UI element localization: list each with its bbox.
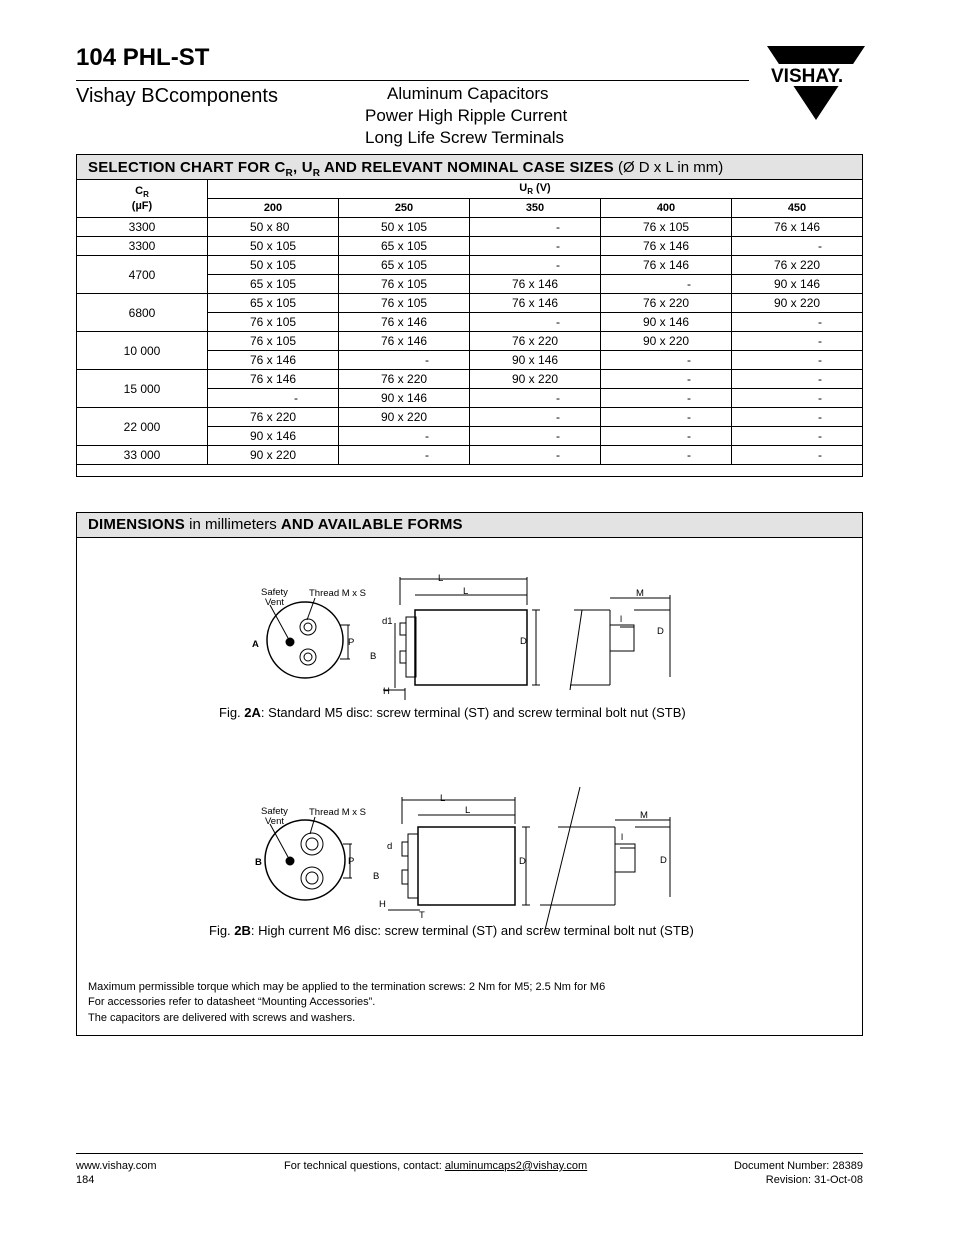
case-size-cell: 76 x 146	[470, 294, 601, 313]
capacitance-cell: 33 000	[77, 446, 208, 465]
case-size-cell: 76 x 220	[732, 256, 863, 275]
case-size-cell: 90 x 220	[732, 294, 863, 313]
case-size-cell: -	[732, 370, 863, 389]
svg-text:d1: d1	[382, 616, 393, 627]
case-size-cell: -	[470, 218, 601, 237]
case-size-cell: 90 x 146	[732, 275, 863, 294]
capacitance-cell: 15 000	[77, 370, 208, 408]
page-title: 104 PHL-ST	[76, 44, 210, 71]
case-size-cell: 50 x 80	[208, 218, 339, 237]
case-size-cell: 76 x 105	[208, 332, 339, 351]
svg-text:Safety: Safety	[261, 587, 288, 598]
capacitance-cell: 6800	[77, 294, 208, 332]
case-size-cell: -	[339, 427, 470, 446]
svg-text:L: L	[438, 573, 444, 584]
note-accessories: For accessories refer to datasheet “Mounting Accessories”.	[88, 996, 376, 1008]
selection-chart-heading: SELECTION CHART FOR $C_R$, $U_R$ AND RELEVANT NOMINAL CASE SIZES (Ø D x L in mm)	[77, 155, 862, 180]
case-size-cell: 76 x 105	[339, 275, 470, 294]
svg-text:L: L	[440, 793, 446, 804]
case-size-cell: -	[470, 256, 601, 275]
logo-text: VISHAY.	[771, 66, 844, 87]
case-size-cell: 76 x 220	[208, 408, 339, 427]
svg-text:l: l	[620, 614, 623, 625]
case-size-cell: -	[732, 237, 863, 256]
case-size-cell: 90 x 146	[470, 351, 601, 370]
case-size-cell: -	[470, 389, 601, 408]
case-size-cell: 76 x 146	[601, 256, 732, 275]
cr-header: $C_R$ (µF)	[77, 180, 208, 218]
case-size-cell: 76 x 105	[339, 294, 470, 313]
svg-text:H: H	[383, 686, 390, 697]
note-torque: Maximum permissible torque which may be applied to the termination screws: 2 Nm for M5; 2.5 Nm for M6	[88, 981, 606, 993]
figure-2a-caption: Fig. 2A: Standard M5 disc: screw terminal (ST) and screw terminal bolt nut (STB)	[219, 705, 686, 720]
case-size-cell: 76 x 220	[339, 370, 470, 389]
selection-table	[76, 179, 863, 465]
case-size-cell: 65 x 105	[208, 294, 339, 313]
svg-text:D: D	[657, 626, 664, 637]
case-size-cell: 65 x 105	[208, 275, 339, 294]
case-size-cell: -	[601, 275, 732, 294]
table-row	[77, 332, 863, 351]
table-row	[77, 294, 863, 313]
case-size-cell: 76 x 146	[339, 332, 470, 351]
case-size-cell: 76 x 146	[339, 313, 470, 332]
table-row	[77, 446, 863, 465]
case-size-cell: -	[339, 351, 470, 370]
figure-2b-caption: Fig. 2B: High current M6 disc: screw terminal (ST) and screw terminal bolt nut (STB)	[209, 923, 694, 938]
svg-text:d: d	[387, 841, 393, 852]
case-size-cell: 76 x 105	[208, 313, 339, 332]
revision: Revision: 31-Oct-08	[765, 1174, 863, 1186]
case-size-cell: 65 x 105	[339, 256, 470, 275]
case-size-cell: 76 x 146	[470, 275, 601, 294]
table-row	[77, 408, 863, 427]
capacitance-cell: 22 000	[77, 408, 208, 446]
ur-header: $U_R$ (V)	[208, 180, 863, 199]
case-size-cell: -	[470, 313, 601, 332]
case-size-cell: 76 x 146	[601, 237, 732, 256]
case-size-cell: 76 x 105	[601, 218, 732, 237]
case-size-cell: 90 x 146	[601, 313, 732, 332]
vishay-logo	[767, 46, 865, 122]
case-size-cell: -	[732, 313, 863, 332]
case-size-cell: -	[470, 427, 601, 446]
product-line-2: Power High Ripple Current	[365, 106, 568, 125]
svg-text:Vent: Vent	[265, 597, 285, 608]
case-size-cell: -	[732, 408, 863, 427]
case-size-cell: 76 x 220	[601, 294, 732, 313]
case-size-cell: -	[732, 332, 863, 351]
case-size-cell: -	[601, 351, 732, 370]
svg-text:H: H	[379, 899, 386, 910]
svg-text:D: D	[520, 636, 527, 647]
case-size-cell: -	[732, 351, 863, 370]
svg-text:B: B	[370, 651, 377, 662]
case-size-cell: -	[601, 427, 732, 446]
footer-website[interactable]: www.vishay.com	[76, 1160, 157, 1172]
svg-text:Thread M x S: Thread M x S	[309, 807, 367, 818]
svg-text:B: B	[373, 871, 380, 882]
case-size-cell: 65 x 105	[339, 237, 470, 256]
table-row	[77, 256, 863, 275]
case-size-cell: 76 x 146	[208, 370, 339, 389]
case-size-cell: 50 x 105	[208, 256, 339, 275]
case-size-cell: 76 x 146	[208, 351, 339, 370]
footer-divider	[76, 1153, 863, 1154]
contact-email-link[interactable]: aluminumcaps2@vishay.com	[444, 1160, 588, 1172]
case-size-cell: -	[470, 237, 601, 256]
case-size-cell: 90 x 146	[208, 427, 339, 446]
case-size-cell: -	[601, 408, 732, 427]
page-number: 184	[76, 1174, 95, 1186]
svg-text:Vent: Vent	[265, 816, 285, 827]
product-line-3: Long Life Screw Terminals	[365, 128, 565, 147]
case-size-cell: -	[601, 446, 732, 465]
case-size-cell: 50 x 105	[208, 237, 339, 256]
case-size-cell: 76 x 146	[732, 218, 863, 237]
capacitance-cell: 10 000	[77, 332, 208, 370]
voltage-header: 200	[208, 199, 339, 218]
table-row	[77, 237, 863, 256]
title-divider	[76, 80, 749, 81]
svg-text:D: D	[519, 856, 526, 867]
case-size-cell: -	[732, 446, 863, 465]
svg-text:L: L	[463, 586, 469, 597]
svg-text:M: M	[636, 588, 644, 599]
case-size-cell: 90 x 220	[601, 332, 732, 351]
case-size-cell: -	[732, 427, 863, 446]
svg-text:T: T	[419, 910, 425, 921]
case-size-cell: 50 x 105	[339, 218, 470, 237]
svg-text:L: L	[465, 805, 471, 816]
svg-text:A: A	[252, 639, 259, 650]
case-size-cell: -	[601, 370, 732, 389]
voltage-header: 450	[732, 199, 863, 218]
svg-text:D: D	[660, 855, 667, 866]
figure-2b-drawing	[240, 782, 720, 932]
capacitance-cell: 3300	[77, 237, 208, 256]
case-size-cell: 90 x 220	[208, 446, 339, 465]
note-screws: The capacitors are delivered with screws and washers.	[88, 1012, 356, 1024]
doc-number: Document Number: 28389	[733, 1160, 863, 1172]
capacitance-cell: 3300	[77, 218, 208, 237]
case-size-cell: -	[470, 408, 601, 427]
svg-text:M: M	[640, 810, 648, 821]
svg-text:l: l	[621, 832, 624, 843]
figure-2a-drawing	[240, 565, 720, 705]
case-size-cell: -	[732, 389, 863, 408]
table-row	[77, 218, 863, 237]
case-size-cell: 76 x 220	[470, 332, 601, 351]
case-size-cell: 90 x 220	[339, 408, 470, 427]
svg-text:P: P	[348, 637, 355, 648]
case-size-cell: -	[339, 446, 470, 465]
product-line-1: Aluminum Capacitors	[387, 84, 549, 103]
case-size-cell: -	[208, 389, 339, 408]
footer-contact: For technical questions, contact: aluminumcaps2@vishay.com	[284, 1160, 588, 1172]
voltage-header: 400	[601, 199, 732, 218]
case-size-cell: 90 x 220	[470, 370, 601, 389]
company-name: Vishay BCcomponents	[76, 85, 278, 107]
case-size-cell: -	[470, 446, 601, 465]
table-row	[77, 370, 863, 389]
voltage-header: 250	[339, 199, 470, 218]
svg-text:Thread M x S: Thread M x S	[309, 588, 367, 599]
voltage-header: 350	[470, 199, 601, 218]
capacitance-cell: 4700	[77, 256, 208, 294]
svg-text:P: P	[348, 856, 355, 867]
dimensions-heading: DIMENSIONS in millimeters AND AVAILABLE FORMS	[77, 513, 862, 538]
svg-text:B: B	[255, 857, 262, 868]
case-size-cell: 90 x 146	[339, 389, 470, 408]
case-size-cell: -	[601, 389, 732, 408]
svg-text:Safety: Safety	[261, 806, 288, 817]
